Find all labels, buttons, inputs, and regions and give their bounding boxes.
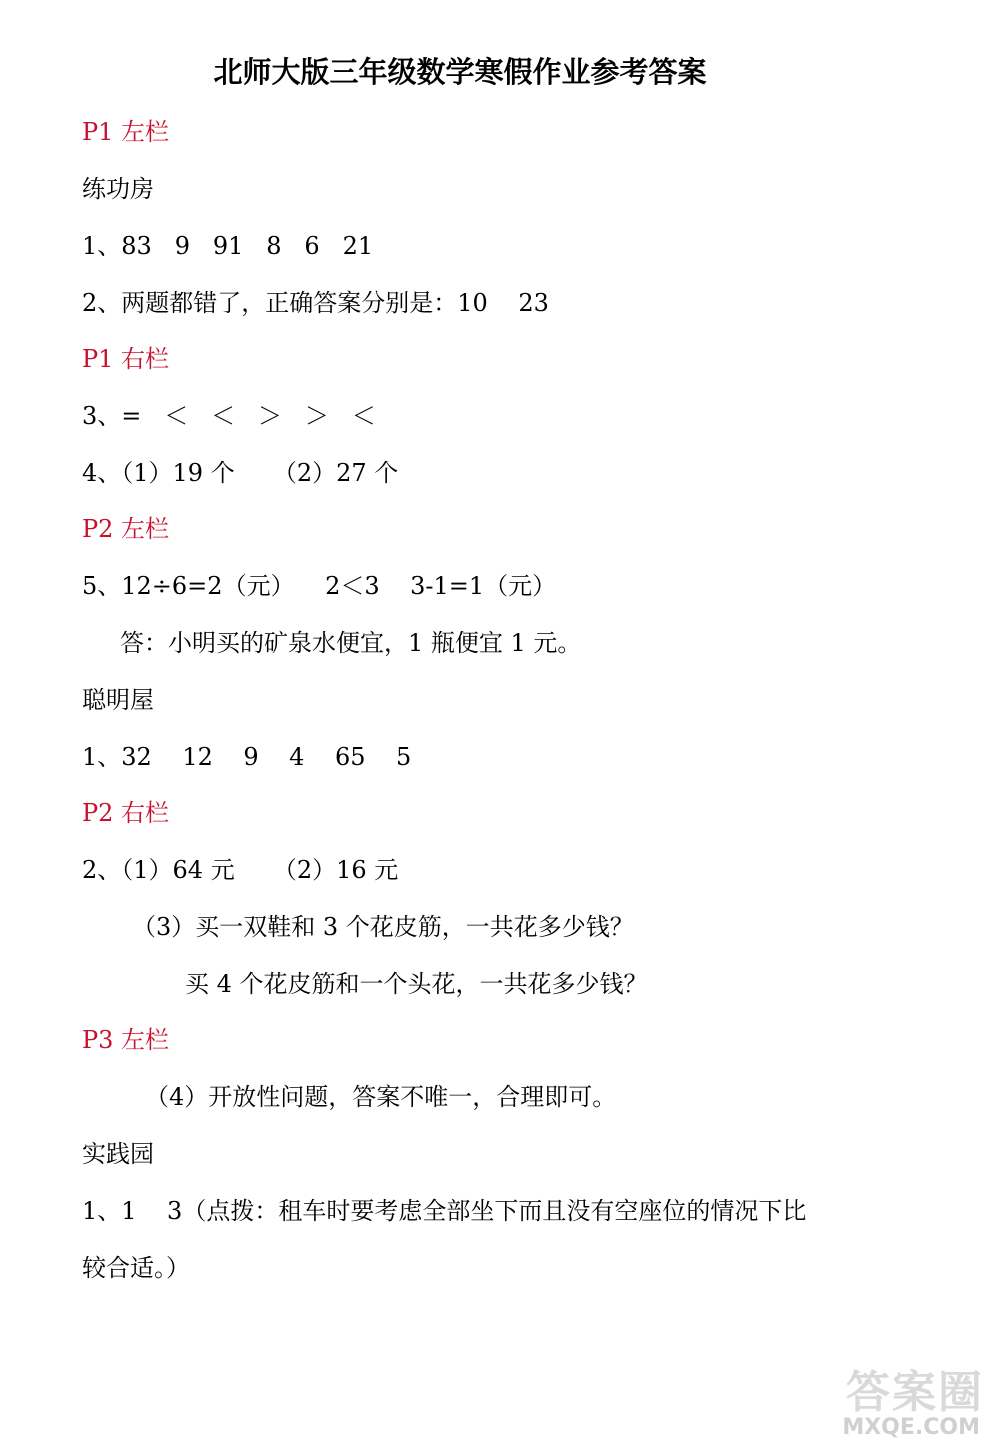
section-heading-p1-right: P1 右栏 bbox=[82, 345, 170, 373]
answer-line: （3）买一双鞋和 3 个花皮筋，一共花多少钱？ bbox=[132, 913, 634, 941]
answer-line: 2、两题都错了，正确答案分别是：10 23 bbox=[82, 289, 549, 317]
answer-line: 买 4 个花皮筋和一个头花，一共花多少钱？ bbox=[185, 970, 648, 998]
watermark bbox=[794, 1352, 994, 1442]
answer-line: （4）开放性问题，答案不唯一，合理即可。 bbox=[145, 1083, 617, 1111]
answer-line: 1、1 3（点拨：租车时要考虑全部坐下而且没有空座位的情况下比 bbox=[82, 1197, 807, 1225]
subheading-liangongfang: 练功房 bbox=[82, 175, 154, 203]
section-heading-p2-right: P2 右栏 bbox=[82, 799, 170, 827]
answer-line: 较合适。） bbox=[82, 1254, 190, 1282]
section-heading-p1-left: P1 左栏 bbox=[82, 118, 170, 146]
section-heading-p2-left: P2 左栏 bbox=[82, 515, 170, 543]
answer-line: 2、（1）64 元 （2）16 元 bbox=[82, 856, 399, 884]
answer-line: 1、32 12 9 4 65 5 bbox=[82, 743, 412, 771]
watermark-site-text: MXQE.COM bbox=[842, 1415, 980, 1440]
answer-line: 1、83 9 91 8 6 21 bbox=[82, 232, 374, 260]
page-title: 北师大版三年级数学寒假作业参考答案 bbox=[213, 55, 707, 89]
section-heading-p3-left: P3 左栏 bbox=[82, 1026, 170, 1054]
subheading-congmingwu: 聪明屋 bbox=[82, 686, 154, 714]
answer-line: 答：小明买的矿泉水便宜，1 瓶便宜 1 元。 bbox=[120, 629, 582, 657]
watermark-logo-text: 答案圈 bbox=[846, 1367, 984, 1418]
subheading-shijianyuan: 实践园 bbox=[82, 1140, 154, 1168]
answer-line: 3、= ＜ ＜ ＞ ＞ ＜ bbox=[82, 402, 376, 430]
answer-line: 5、12÷6=2（元） 2＜3 3-1=1（元） bbox=[82, 572, 557, 600]
answer-line: 4、（1）19 个 （2）27 个 bbox=[82, 459, 399, 487]
